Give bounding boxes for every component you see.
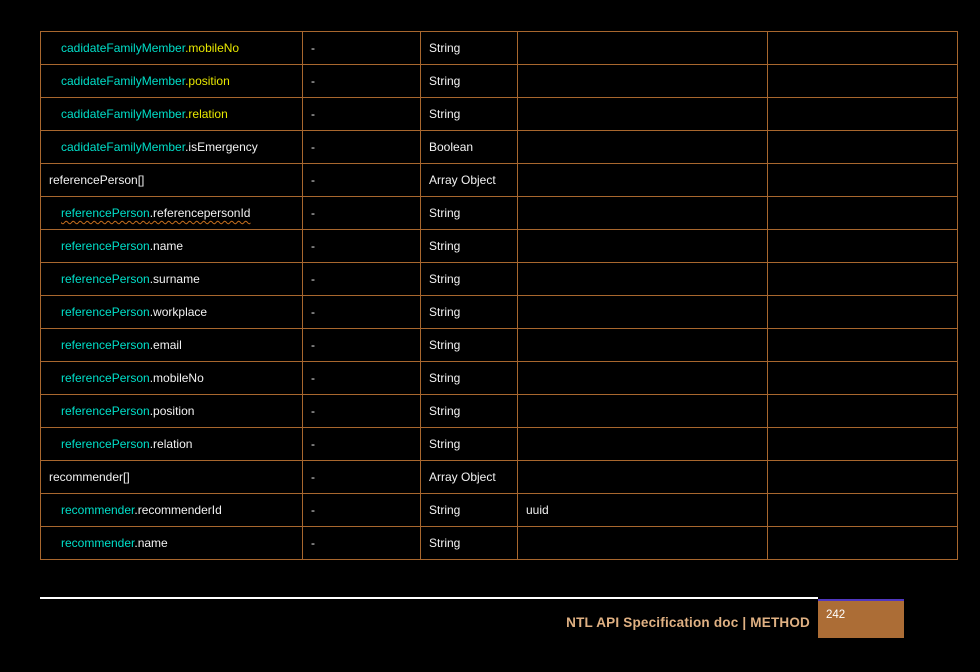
table-row xyxy=(41,230,958,263)
extra-cell xyxy=(768,362,958,395)
extra-cell xyxy=(768,164,958,197)
table-row xyxy=(41,131,958,164)
type-cell: String xyxy=(421,98,518,131)
field-name-cell xyxy=(41,395,303,428)
field-name-cell xyxy=(41,527,303,560)
note-cell xyxy=(518,230,768,263)
description-cell: - xyxy=(303,197,421,230)
type-cell: String xyxy=(421,329,518,362)
description-cell: - xyxy=(303,263,421,296)
field-name xyxy=(61,239,183,253)
description-cell: - xyxy=(303,527,421,560)
field-name xyxy=(61,404,194,418)
field-name-prefix: referencePerson xyxy=(61,338,150,352)
field-name-prefix: cadidateFamilyMember xyxy=(61,41,186,55)
field-name xyxy=(49,470,130,484)
field-name-suffix: .email xyxy=(149,338,182,352)
extra-cell xyxy=(768,131,958,164)
type-cell: String xyxy=(421,263,518,296)
field-name-suffix: .mobileNo xyxy=(185,41,240,55)
field-name xyxy=(61,536,168,550)
type-cell: Boolean xyxy=(421,131,518,164)
extra-cell xyxy=(768,395,958,428)
description-cell: - xyxy=(303,98,421,131)
extra-cell xyxy=(768,263,958,296)
field-name-suffix: .name xyxy=(149,239,184,253)
description-cell: - xyxy=(303,428,421,461)
type-cell: String xyxy=(421,428,518,461)
field-name-cell xyxy=(41,197,303,230)
field-name-suffix: .workplace xyxy=(149,305,208,319)
api-field-table-wrap xyxy=(40,31,958,560)
field-name-suffix: .position xyxy=(149,404,195,418)
table-row xyxy=(41,461,958,494)
footer-title: NTL API Specification doc | METHOD xyxy=(566,615,810,630)
field-name-cell xyxy=(41,428,303,461)
field-name-prefix: referencePerson xyxy=(61,272,150,286)
table-row xyxy=(41,32,958,65)
description-cell: - xyxy=(303,230,421,263)
table-row xyxy=(41,494,958,527)
description-cell: - xyxy=(303,362,421,395)
extra-cell xyxy=(768,527,958,560)
field-name-suffix: .relation xyxy=(149,437,193,451)
table-row xyxy=(41,362,958,395)
note-cell xyxy=(518,527,768,560)
field-name xyxy=(61,503,222,517)
note-cell xyxy=(518,362,768,395)
table-row xyxy=(41,98,958,131)
field-name-cell xyxy=(41,230,303,263)
field-name-cell xyxy=(41,98,303,131)
type-cell: String xyxy=(421,494,518,527)
extra-cell xyxy=(768,428,958,461)
table-row xyxy=(41,164,958,197)
table-row xyxy=(41,263,958,296)
note-cell xyxy=(518,164,768,197)
note-cell xyxy=(518,65,768,98)
extra-cell xyxy=(768,98,958,131)
field-name-prefix: referencePerson xyxy=(61,371,150,385)
table-row xyxy=(41,296,958,329)
footer-divider-rule xyxy=(40,597,818,599)
field-name xyxy=(61,437,192,451)
type-cell: String xyxy=(421,395,518,428)
description-cell: - xyxy=(303,65,421,98)
field-name-prefix: referencePerson xyxy=(61,305,150,319)
field-name-suffix: .recommenderId xyxy=(134,503,222,517)
field-name-prefix: cadidateFamilyMember xyxy=(61,107,186,121)
field-name-cell xyxy=(41,263,303,296)
type-cell: Array Object xyxy=(421,164,518,197)
description-cell: - xyxy=(303,329,421,362)
field-name-cell xyxy=(41,494,303,527)
field-name xyxy=(61,74,230,88)
type-cell: String xyxy=(421,65,518,98)
field-name xyxy=(61,140,258,154)
note-cell: uuid xyxy=(518,494,768,527)
api-field-table xyxy=(40,31,958,560)
type-cell: String xyxy=(421,527,518,560)
field-name-prefix: referencePerson xyxy=(61,404,150,418)
field-name xyxy=(61,338,182,352)
field-name-prefix: cadidateFamilyMember xyxy=(61,140,186,154)
table-row xyxy=(41,395,958,428)
table-row xyxy=(41,65,958,98)
page-number-box xyxy=(818,601,904,638)
description-cell: - xyxy=(303,32,421,65)
description-cell: - xyxy=(303,164,421,197)
table-row xyxy=(41,197,958,230)
extra-cell xyxy=(768,296,958,329)
field-name-prefix: recommender xyxy=(61,503,135,517)
field-name-cell xyxy=(41,362,303,395)
table-row xyxy=(41,329,958,362)
extra-cell xyxy=(768,461,958,494)
note-cell xyxy=(518,461,768,494)
extra-cell xyxy=(768,329,958,362)
field-name-prefix: referencePerson xyxy=(61,239,150,253)
field-name-prefix: recommender xyxy=(61,536,135,550)
note-cell xyxy=(518,32,768,65)
note-cell xyxy=(518,98,768,131)
type-cell: String xyxy=(421,230,518,263)
field-name-cell xyxy=(41,296,303,329)
note-cell xyxy=(518,263,768,296)
extra-cell xyxy=(768,230,958,263)
extra-cell xyxy=(768,197,958,230)
note-cell xyxy=(518,395,768,428)
field-name xyxy=(61,107,228,121)
description-cell: - xyxy=(303,494,421,527)
field-name xyxy=(61,206,250,220)
table-row xyxy=(41,428,958,461)
description-cell: - xyxy=(303,395,421,428)
note-cell xyxy=(518,428,768,461)
field-name xyxy=(61,371,204,385)
field-name-suffix: .isEmergency xyxy=(185,140,258,154)
field-name-cell xyxy=(41,131,303,164)
type-cell: String xyxy=(421,197,518,230)
type-cell: String xyxy=(421,296,518,329)
field-name-suffix: .surname xyxy=(149,272,200,286)
type-cell: Array Object xyxy=(421,461,518,494)
field-name-cell xyxy=(41,164,303,197)
note-cell xyxy=(518,329,768,362)
field-name-cell xyxy=(41,65,303,98)
field-name-suffix: .position xyxy=(185,74,230,88)
table-row xyxy=(41,527,958,560)
extra-cell xyxy=(768,32,958,65)
field-name xyxy=(61,305,207,319)
field-name-prefix: cadidateFamilyMember xyxy=(61,74,186,88)
field-name-suffix: .mobileNo xyxy=(149,371,204,385)
note-cell xyxy=(518,296,768,329)
description-cell: - xyxy=(303,296,421,329)
description-cell: - xyxy=(303,461,421,494)
extra-cell xyxy=(768,65,958,98)
field-name-cell xyxy=(41,329,303,362)
field-name-cell xyxy=(41,32,303,65)
extra-cell xyxy=(768,494,958,527)
note-cell xyxy=(518,197,768,230)
note-cell xyxy=(518,131,768,164)
field-name-suffix: .referencepersonId xyxy=(149,206,251,220)
field-name xyxy=(61,272,200,286)
description-cell: - xyxy=(303,131,421,164)
field-name-prefix: referencePerson xyxy=(61,437,150,451)
table-body xyxy=(41,32,958,560)
field-name-prefix: referencePerson xyxy=(61,206,150,220)
field-name-suffix: referencePerson[] xyxy=(49,173,145,187)
field-name xyxy=(61,41,239,55)
type-cell: String xyxy=(421,362,518,395)
field-name-suffix: .relation xyxy=(185,107,228,121)
field-name xyxy=(49,173,144,187)
field-name-suffix: recommender[] xyxy=(49,470,130,484)
field-name-suffix: .name xyxy=(134,536,168,550)
field-name-cell xyxy=(41,461,303,494)
page-number: 242 xyxy=(826,609,846,621)
type-cell: String xyxy=(421,32,518,65)
